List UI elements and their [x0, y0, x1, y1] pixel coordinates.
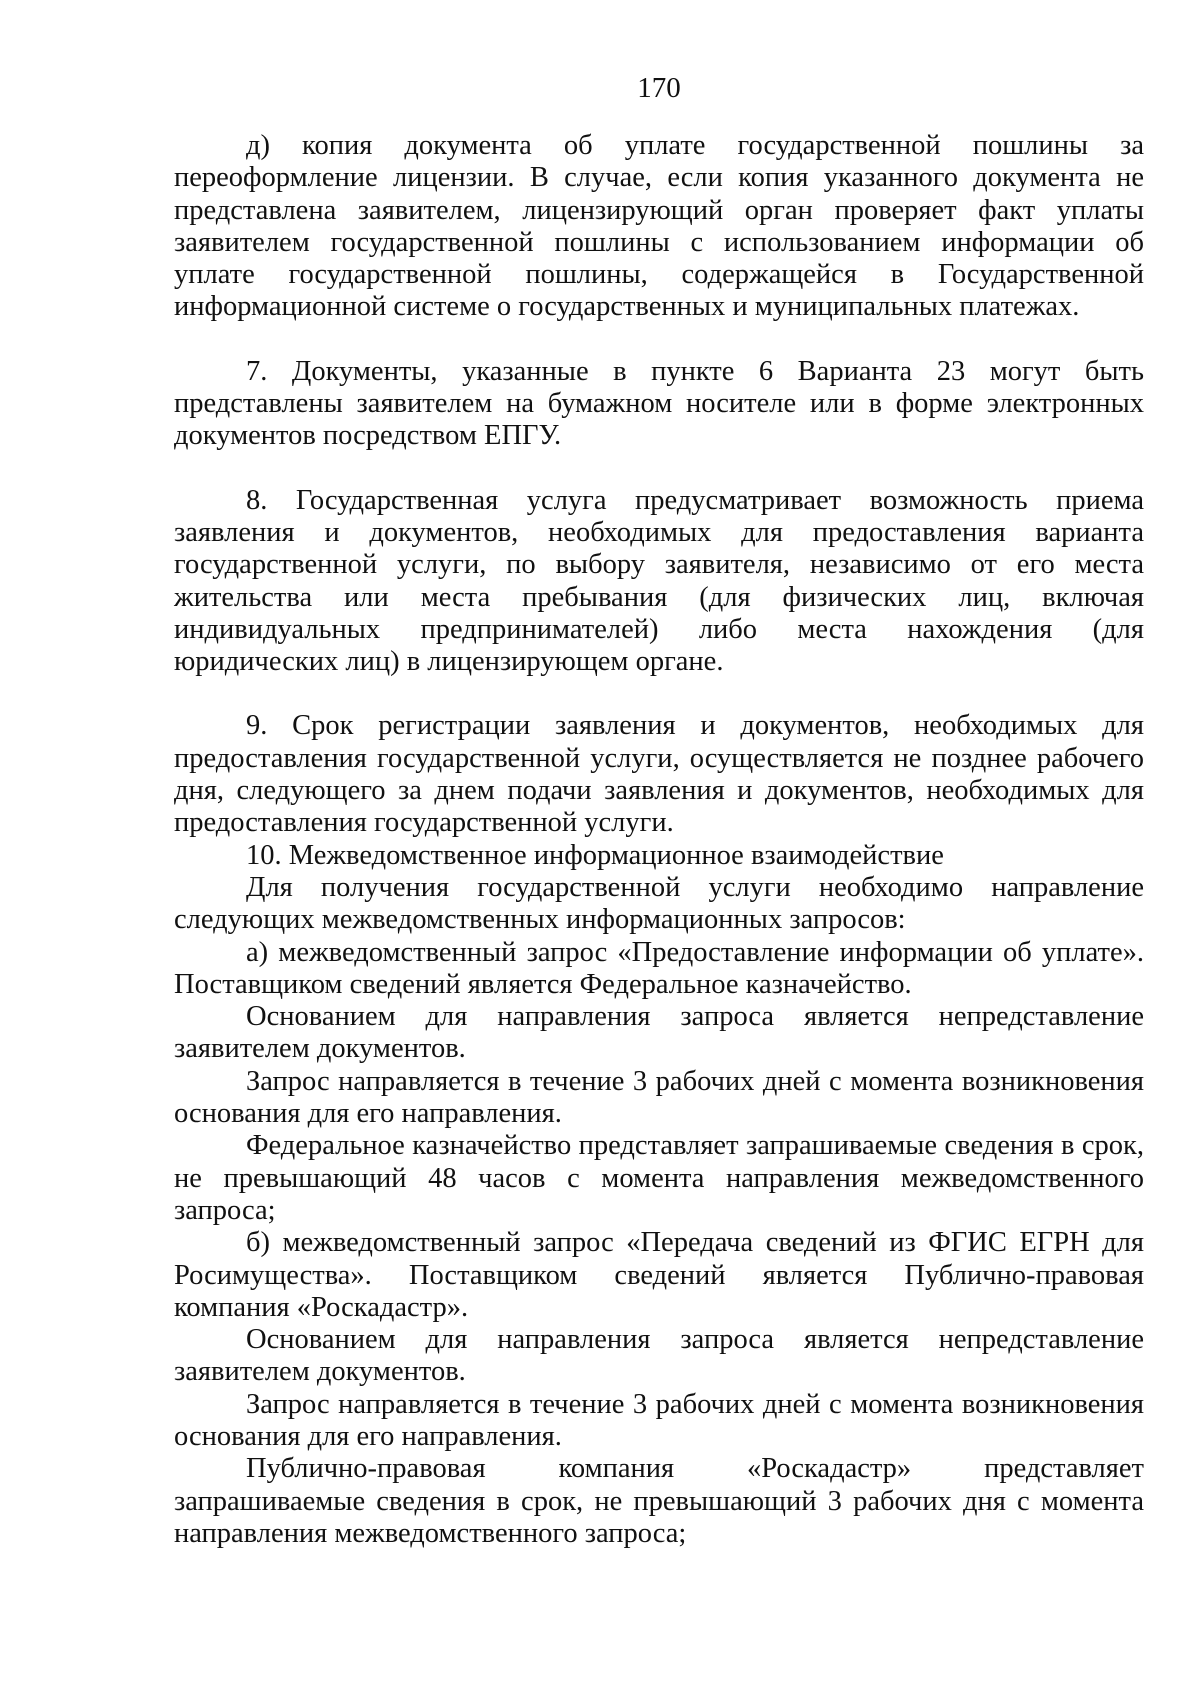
page-number: 170: [637, 72, 681, 104]
paragraph-request-b-timing: Запрос направляется в течение 3 рабочих дней с момента возникновения основания для его направления.: [174, 1388, 1144, 1452]
section-heading-interagency: 10. Межведомственное информационное взаимодействие: [246, 839, 944, 871]
paragraph-request-a-basis: Основанием для направления запроса является непредставление заявителем документов.: [174, 1001, 1144, 1065]
paragraph-request-a-timing: Запрос направляется в течение 3 рабочих дней с момента возникновения основания для его направления.: [174, 1065, 1144, 1130]
paragraph-interagency-intro: Для получения государственной услуги необходимо направление следующих межведомственных информационных запросов:: [174, 871, 1144, 936]
paragraph-8-extraterritorial: 8. Государственная услуга предусматривает возможность приема заявления и документов, необходимых для предоставления варианта государственной услуги, по выбору заявителя, независимо от его места жительства или места пребывания (для физических лиц, включая индивидуальных предпринимателей) либо места нахождения (для юридических лиц) в лицензирующем органе.: [174, 484, 1144, 678]
paragraph-request-b-basis: Основанием для направления запроса является непредставление заявителем документов.: [174, 1324, 1144, 1388]
paragraph-fee-copy: д) копия документа об уплате государственной пошлины за переоформление лицензии. В случае, если копия указанного документа не представлена заявителем, лицензирующий орган проверяет факт уплаты заявителем государственной пошлины с использованием информации об уплате государственной пошлины, содержащейся в Государственной информационной системе о государственных и муниципальных платежах.: [174, 130, 1144, 323]
document-body: [174, 130, 1144, 1550]
paragraph-request-b-response: Публично-правовая компания «Роскадастр» представляет запрашиваемые сведения в срок, не превышающий 3 рабочих дня с момента направления межведомственного запроса;: [174, 1453, 1144, 1549]
paragraph-request-a-response: Федеральное казначейство представляет запрашиваемые сведения в срок, не превышающий 48 часов с момента направления межведомственного запроса;: [174, 1130, 1144, 1226]
paragraph-request-b: б) межведомственный запрос «Передача сведений из ФГИС ЕГРН для Росимущества». Поставщиком сведений является Публично-правовая компания «Роскадастр».: [174, 1227, 1144, 1323]
paragraph-9-registration-term: 9. Срок регистрации заявления и документов, необходимых для предоставления государственной услуги, осуществляется не позднее рабочего дня, следующего за днем подачи заявления и документов, необходимых для предоставления государственной услуги.: [174, 710, 1144, 839]
paragraph-request-a: а) межведомственный запрос «Предоставление информации об уплате». Поставщиком сведений является Федеральное казначейство.: [174, 936, 1144, 1000]
paragraph-7-documents-submission: 7. Документы, указанные в пункте 6 Варианта 23 могут быть представлены заявителем на бумажном носителе или в форме электронных документов посредством ЕПГУ.: [174, 355, 1144, 452]
